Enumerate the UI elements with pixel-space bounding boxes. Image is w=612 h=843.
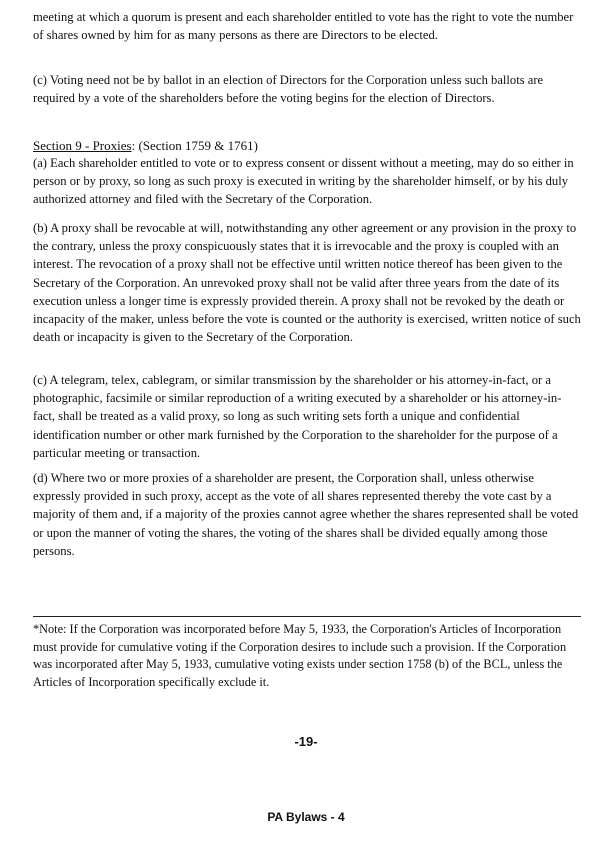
section-9-heading-rest: : (Section 1759 & 1761) (131, 138, 258, 153)
paragraph-c-voting-ballot: (c) Voting need not be by ballot in an election of Directors for the Corporation unless such ballots are required by a vote of the shareholders before the voting begins for the election of Directors. (33, 73, 544, 106)
proxy-paragraph-a: (a) Each shareholder entitled to vote or to express consent or dissent without a meeting, may do so either in person or by proxy, so long as such proxy is executed in writing by the shareholder himself, or by his duly authorized attorney and filed with the Secretary of the Corporation. (33, 156, 574, 207)
section-9-heading (33, 137, 581, 155)
footnote-divider (33, 616, 581, 617)
proxy-paragraph-c: (c) A telegram, telex, cablegram, or similar transmission by the shareholder or his attorney-in-fact, or a photographic, facsimile or similar reproduction of a writing executed by a shareholder or his attorney-in-fact, shall be treated as a valid proxy, so long as such writing sets forth a unique and confidential identification number or other mark furnished by the Corporation to the shareholder for the purpose of a particular meeting or transaction. (33, 373, 562, 460)
section-9-heading-link[interactable]: Section 9 - Proxies (33, 138, 132, 153)
document-footer: PA Bylaws - 4 (267, 810, 345, 824)
proxy-paragraph-d: (d) Where two or more proxies of a shareholder are present, the Corporation shall, unless otherwise expressly provided in such proxy, accept as the vote of all shares represented thereby the vote cast by a majority of them and, if a majority of the proxies cannot agree whether the shares represented shall be voted or upon the manner of voting the shares, the voting of the shares shall be divided equally among those persons. (33, 471, 579, 558)
page-number: -19- (294, 734, 318, 749)
footnote-cumulative-voting: *Note: If the Corporation was incorporated before May 5, 1933, the Corporation's Articles of Incorporation must provide for cumulative voting if the Corporation desires to include such a provision. If the Corporation was incorporated after May 5, 1933, cumulative voting exists under section 1758 (b) of the BCL, unless the Articles of Incorporation specifically exclude it. (33, 622, 567, 689)
paragraph-intro: meeting at which a quorum is present and each shareholder entitled to vote has the right to vote the number of shares owned by him for as many persons as there are Directors to be elected. (33, 10, 574, 43)
proxy-paragraph-b: (b) A proxy shall be revocable at will, notwithstanding any other agreement or any provision in the proxy to the contrary, unless the proxy conspicuously states that it is irrevocable and the proxy is coupled with an interest. The revocation of a proxy shall not be effective until written notice thereof has been given to the Secretary of the Corporation. An unrevoked proxy shall not be valid after three years from the date of its execution unless a longer time is expressly provided therein. A proxy shall not be revoked by the death or incapacity of the maker, unless before the vote is counted or the authority is exercised, written notice of such death or incapacity is given to the Secretary of the Corporation. (33, 221, 581, 345)
